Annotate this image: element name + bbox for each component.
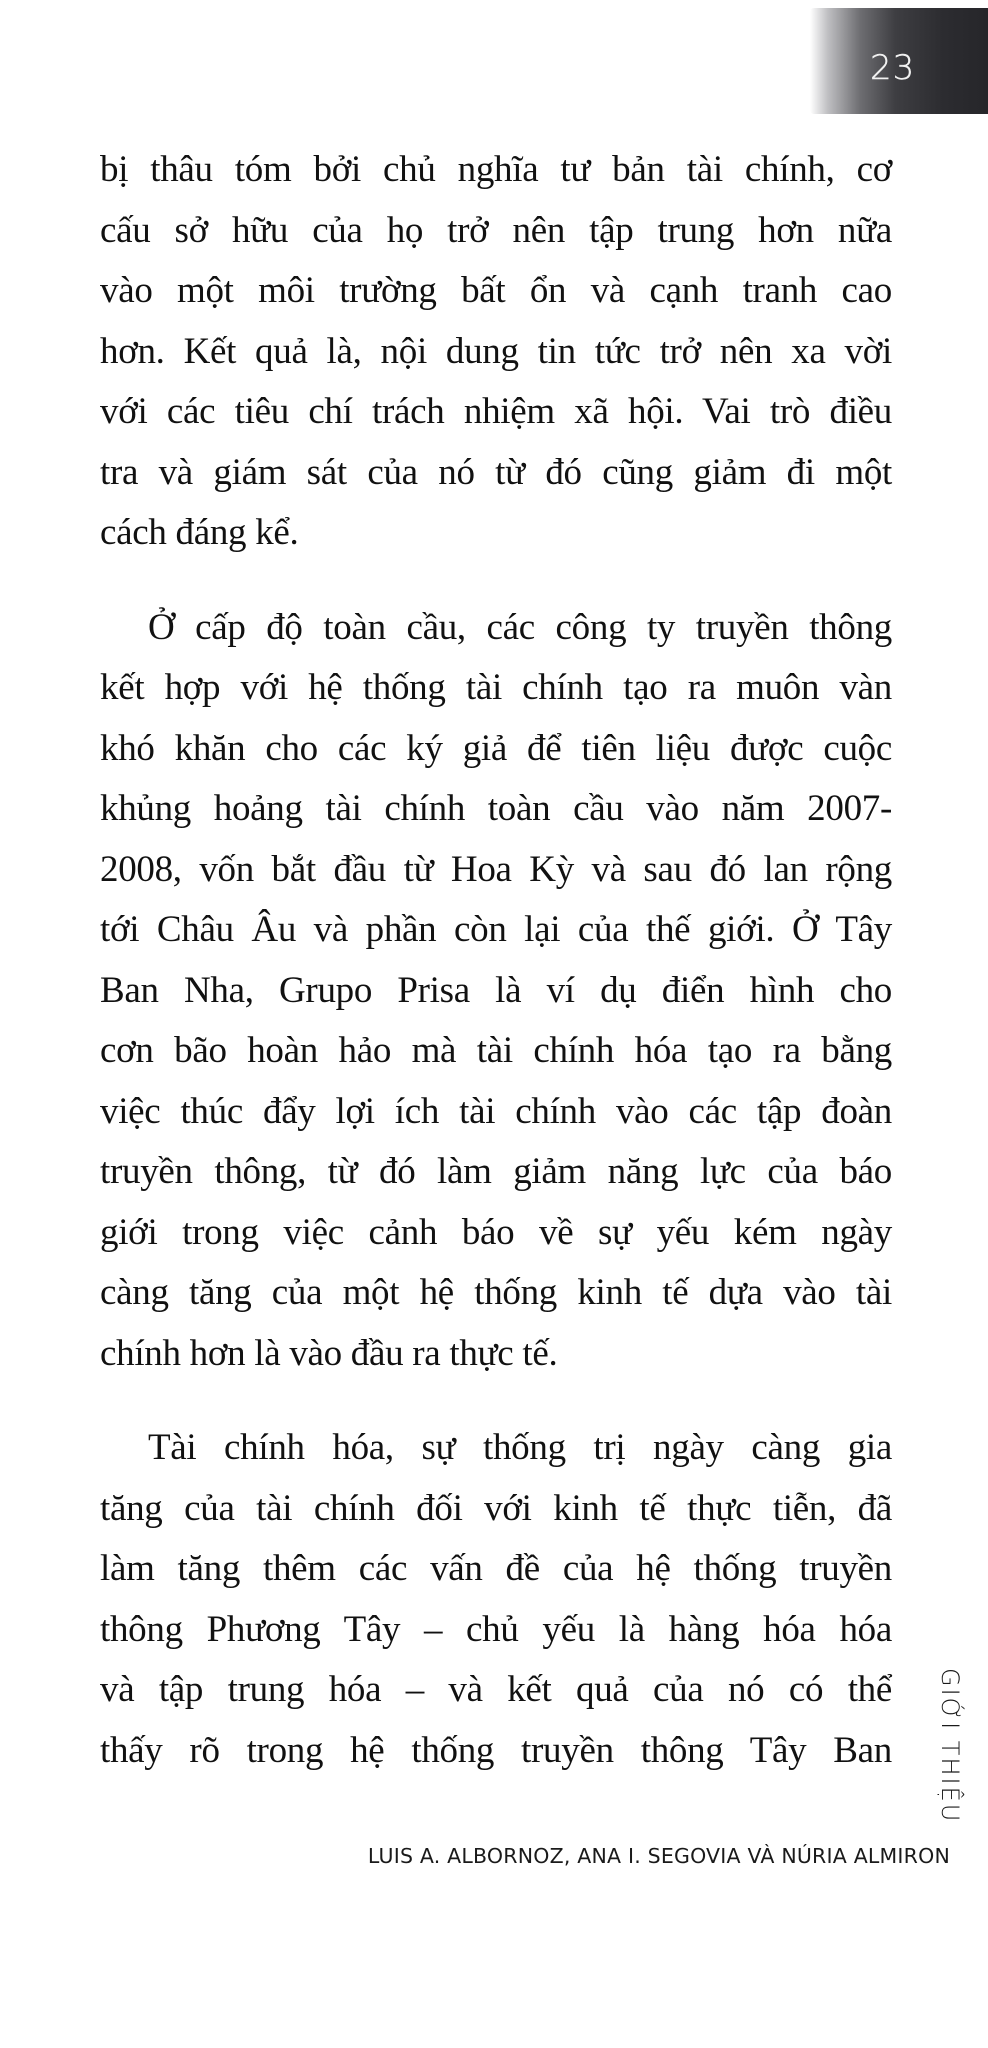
text-line: việc thúc đẩy lợi ích tài chính vào các tập đoàn xyxy=(100,1090,892,1132)
text-line: truyền thông, từ đó làm giảm năng lực của báo xyxy=(100,1151,892,1192)
text-line: làm tăng thêm các vấn đề của hệ thống truyền xyxy=(100,1548,892,1589)
text-line: chính hơn là vào đầu ra thực tế. xyxy=(100,1332,558,1374)
text-line: và tập trung hóa – và kết quả của nó có thể xyxy=(100,1669,892,1710)
text-line: Tài chính hóa, sự thống trị ngày càng gia xyxy=(148,1427,892,1468)
text-line: 2008, vốn bắt đầu từ Hoa Kỳ và sau đó lan rộng xyxy=(100,848,892,890)
text-line: cấu sở hữu của họ trở nên tập trung hơn nữa xyxy=(100,209,892,251)
text-line: tăng của tài chính đối với kinh tế thực tiễn, đã xyxy=(100,1487,892,1529)
text-line: khó khăn cho các ký giả để tiên liệu được cuộc xyxy=(100,727,892,769)
text-line: kết hợp với hệ thống tài chính tạo ra muôn vàn xyxy=(100,667,892,708)
text-line: tra và giám sát của nó từ đó cũng giảm đi một xyxy=(100,451,892,493)
text-line: thông Phương Tây – chủ yếu là hàng hóa hóa xyxy=(100,1608,892,1650)
body-text xyxy=(100,140,892,1781)
text-line: bị thâu tóm bởi chủ nghĩa tư bản tài chính, cơ xyxy=(100,149,892,190)
paragraph-3 xyxy=(100,1418,892,1781)
text-line: Ban Nha, Grupo Prisa là ví dụ điển hình cho xyxy=(100,969,892,1011)
text-line: hơn. Kết quả là, nội dung tin tức trở nên xa vời xyxy=(100,330,892,372)
text-line: càng tăng của một hệ thống kinh tế dựa vào tài xyxy=(100,1272,892,1313)
text-line: thấy rõ trong hệ thống truyền thông Tây Ban xyxy=(100,1729,892,1771)
text-line: Ở cấp độ toàn cầu, các công ty truyền thông xyxy=(148,606,892,648)
text-line: cách đáng kể. xyxy=(100,512,299,553)
chapter-side-label: GIỚI THIỆU xyxy=(936,1668,964,1824)
paragraph-1 xyxy=(100,140,892,564)
text-line: cơn bão hoàn hảo mà tài chính hóa tạo ra bằng xyxy=(100,1030,892,1071)
running-footer-authors: LUIS A. ALBORNOZ, ANA I. SEGOVIA VÀ NÚRIA ALMIRON xyxy=(367,1844,950,1868)
text-line: vào một môi trường bất ổn và cạnh tranh cao xyxy=(100,270,892,311)
text-line: khủng hoảng tài chính toàn cầu vào năm 2007- xyxy=(100,788,892,829)
page-number-tab xyxy=(810,8,988,114)
page-number: 23 xyxy=(870,48,916,88)
text-line: giới trong việc cảnh báo về sự yếu kém ngày xyxy=(100,1211,892,1253)
text-line: tới Châu Âu và phần còn lại của thế giới. Ở Tây xyxy=(100,909,892,950)
paragraph-2 xyxy=(100,598,892,1385)
text-line: với các tiêu chí trách nhiệm xã hội. Vai trò điều xyxy=(100,391,892,432)
